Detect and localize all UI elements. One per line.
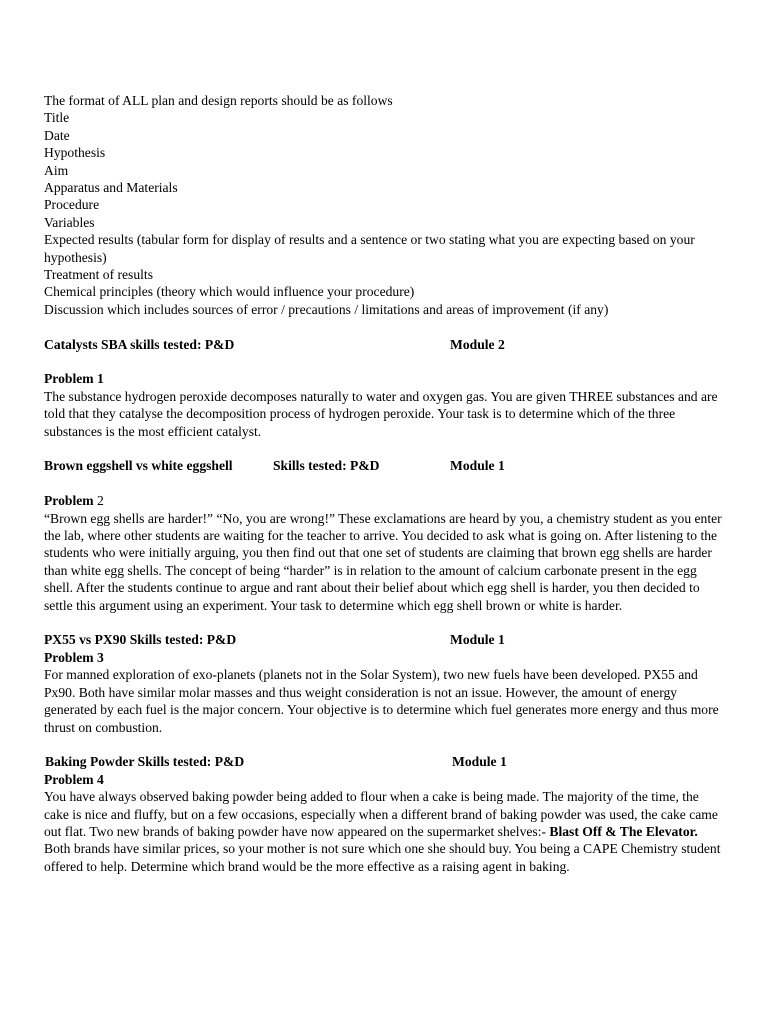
baking-brands: Blast Off & The Elevator. bbox=[549, 823, 698, 839]
px-problem-label: Problem 3 bbox=[44, 649, 104, 665]
format-intro: The format of ALL plan and design reports should be as follows bbox=[44, 93, 393, 108]
format-item-expected-results: Expected results (tabular form for display of results and a sentence or two stating what you are expecting based on your hypothesis) bbox=[44, 232, 695, 265]
spacer bbox=[44, 736, 724, 753]
eggshell-section bbox=[44, 457, 724, 614]
format-item-procedure: Procedure bbox=[44, 197, 100, 213]
eggshell-problem-word: Problem bbox=[44, 493, 94, 509]
format-item-aim: Aim bbox=[44, 162, 69, 178]
format-item-discussion: Discussion which includes sources of error / precautions / limitations and areas of improvement (if any) bbox=[44, 301, 609, 317]
eggshell-heading bbox=[44, 457, 724, 474]
px-section bbox=[44, 631, 724, 735]
catalysts-heading bbox=[44, 336, 724, 353]
catalysts-problem-text: The substance hydrogen peroxide decomposes naturally to water and oxygen gas. You are given THREE substances and are told that they catalyse the decomposition process of hydrogen peroxide. Your task is to determine which of the three substances is the most efficient catalyst. bbox=[44, 388, 718, 439]
baking-problem-label: Problem 4 bbox=[44, 771, 104, 787]
baking-text-part-2: Both brands have similar prices, so your mother is not sure which one she should buy. You being a CAPE Chemistry student offered to help. Determine which brand would be the more effective as a raising agent in baking. bbox=[44, 841, 721, 874]
eggshell-problem-text: “Brown egg shells are harder!” “No, you are wrong!” These exclamations are heard by you, a chemistry student as you enter the lab, where other students are waiting for the teacher to arrive. You decided to ask what is going on. After listening to the students who were initially arguing, you then find out that one set of students are claiming that brown egg shells are harder than white egg shells. The concept of being “harder” is in relation to the amount of calcium carbonate present in the egg shell. After the students continue to argue and rant about their belief about which egg shell is harder, you then decided to settle this argument using an experiment. Your task to determine which egg shell brown or white is harder. bbox=[44, 510, 722, 613]
report-format-section bbox=[44, 92, 724, 318]
spacer bbox=[44, 475, 724, 492]
format-item-apparatus: Apparatus and Materials bbox=[44, 180, 178, 196]
spacer bbox=[44, 353, 724, 370]
document-page bbox=[44, 92, 724, 875]
format-item-date: Date bbox=[44, 127, 70, 143]
catalysts-section bbox=[44, 336, 724, 440]
px-module: Module 1 bbox=[450, 632, 505, 648]
baking-problem-text bbox=[44, 788, 724, 875]
baking-module: Module 1 bbox=[452, 754, 507, 770]
spacer bbox=[44, 318, 724, 335]
spacer bbox=[44, 440, 724, 457]
format-item-treatment: Treatment of results bbox=[44, 267, 153, 283]
catalysts-module: Module 2 bbox=[450, 336, 505, 352]
eggshell-module: Module 1 bbox=[450, 458, 505, 474]
eggshell-problem-number: 2 bbox=[97, 493, 104, 509]
format-item-title: Title bbox=[44, 110, 70, 126]
px-title: PX55 vs PX90 Skills tested: P&D bbox=[44, 632, 237, 648]
eggshell-skills: Skills tested: P&D bbox=[273, 458, 380, 474]
baking-text-part-1: You have always observed baking powder being added to flour when a cake is being made. The majority of the time, the cake is nice and fluffy, but on a few occasions, especially when a different brand of baking powder was used, the cake came out flat. Two new brands of baking powder have now appeared on the supermarket shelves:- bbox=[44, 789, 718, 839]
format-item-hypothesis: Hypothesis bbox=[44, 145, 106, 161]
baking-section bbox=[44, 753, 724, 875]
spacer bbox=[44, 614, 724, 631]
baking-title: Baking Powder Skills tested: P&D bbox=[45, 754, 245, 770]
catalysts-problem-label: Problem 1 bbox=[44, 371, 104, 387]
format-item-chemical-principles: Chemical principles (theory which would influence your procedure) bbox=[44, 284, 415, 300]
baking-heading bbox=[44, 753, 724, 770]
eggshell-title: Brown eggshell vs white eggshell bbox=[44, 458, 233, 474]
catalysts-title: Catalysts SBA skills tested: P&D bbox=[44, 336, 235, 352]
px-problem-text: For manned exploration of exo-planets (planets not in the Solar System), two new fuels have been developed. PX55 and Px90. Both have similar molar masses and thus weight consideration is not an issue. However, the amount of energy generated by each fuel is the major concern. Your objective is to determine which fuel generates more energy and thus more thrust on combustion. bbox=[44, 667, 719, 735]
eggshell-problem-label bbox=[44, 492, 724, 509]
format-item-variables: Variables bbox=[44, 214, 95, 230]
px-heading bbox=[44, 631, 724, 648]
